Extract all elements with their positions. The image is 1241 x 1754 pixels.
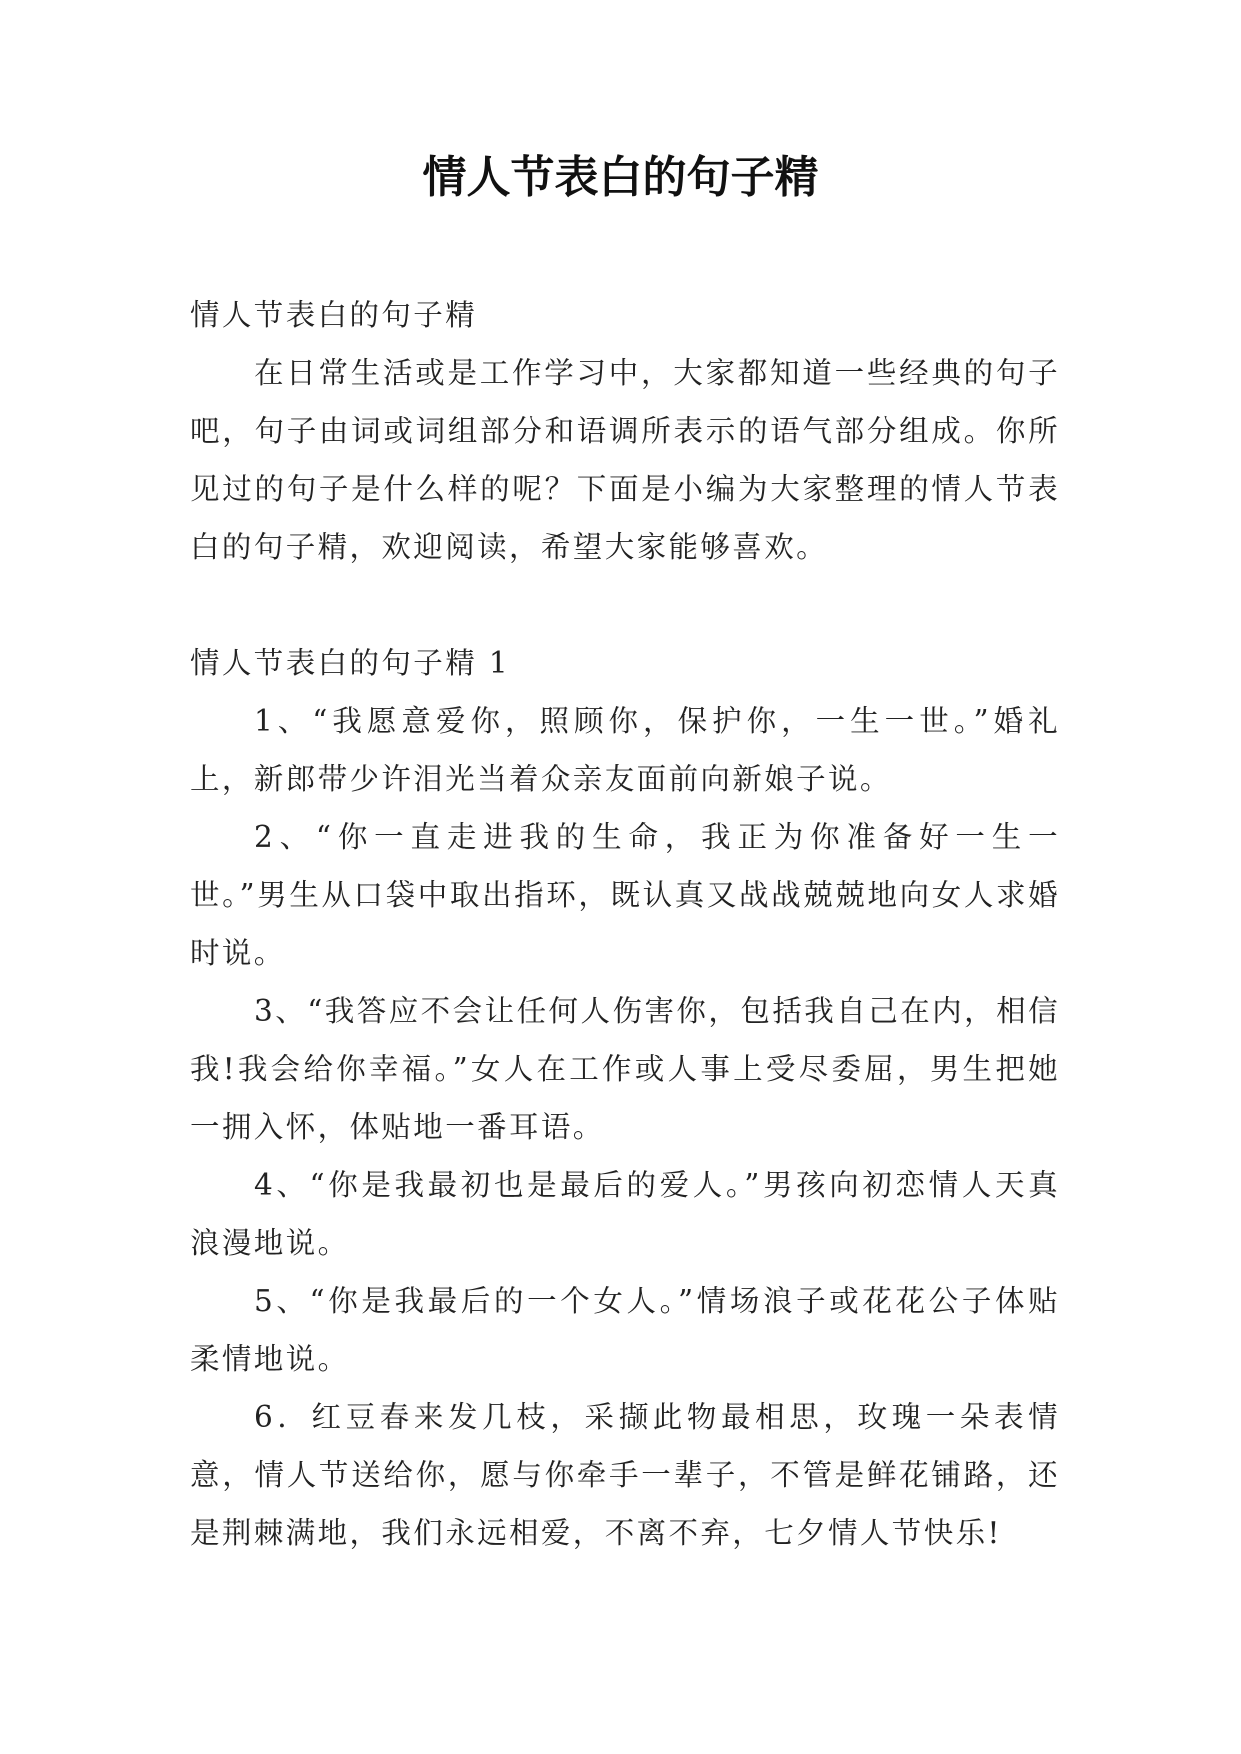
document-body [190,286,1060,1562]
sentence-item-2: 2、“你一直走进我的生命，我正为你准备好一生一世。”男生从口袋中取出指环，既认真又战战兢兢地向女人求婚时说。 [190,820,1060,970]
sentence-item-5: 5、“你是我最后的一个女人。”情场浪子或花花公子体贴柔情地说。 [190,1284,1060,1376]
sentence-item-1: 1、“我愿意爱你，照顾你，保护你，一生一世。”婚礼上，新郎带少许泪光当着众亲友面前向新娘子说。 [190,704,1060,796]
sentence-item-6: 6．红豆春来发几枝，采撷此物最相思，玫瑰一朵表情意，情人节送给你，愿与你牵手一辈子，不管是鲜花铺路，还是荆棘满地，我们永远相爱，不离不弃，七夕情人节快乐! [190,1400,1060,1550]
sentence-item-4: 4、“你是我最初也是最后的爱人。”男孩向初恋情人天真浪漫地说。 [190,1168,1060,1260]
sentence-item-3: 3、“我答应不会让任何人伤害你，包括我自己在内，相信我!我会给你幸福。”女人在工作或人事上受尽委屈，男生把她一拥入怀，体贴地一番耳语。 [190,994,1060,1144]
document-subtitle: 情人节表白的句子精 [190,298,478,332]
document-title: 情人节表白的句子精 [422,152,819,203]
paragraph-gap [190,576,1060,634]
section-heading: 情人节表白的句子精 1 [190,646,511,680]
intro-paragraph: 在日常生活或是工作学习中，大家都知道一些经典的句子吧，句子由词或词组部分和语调所表示的语气部分组成。你所见过的句子是什么样的呢？下面是小编为大家整理的情人节表白的句子精，欢迎阅读，希望大家能够喜欢。 [190,356,1060,564]
